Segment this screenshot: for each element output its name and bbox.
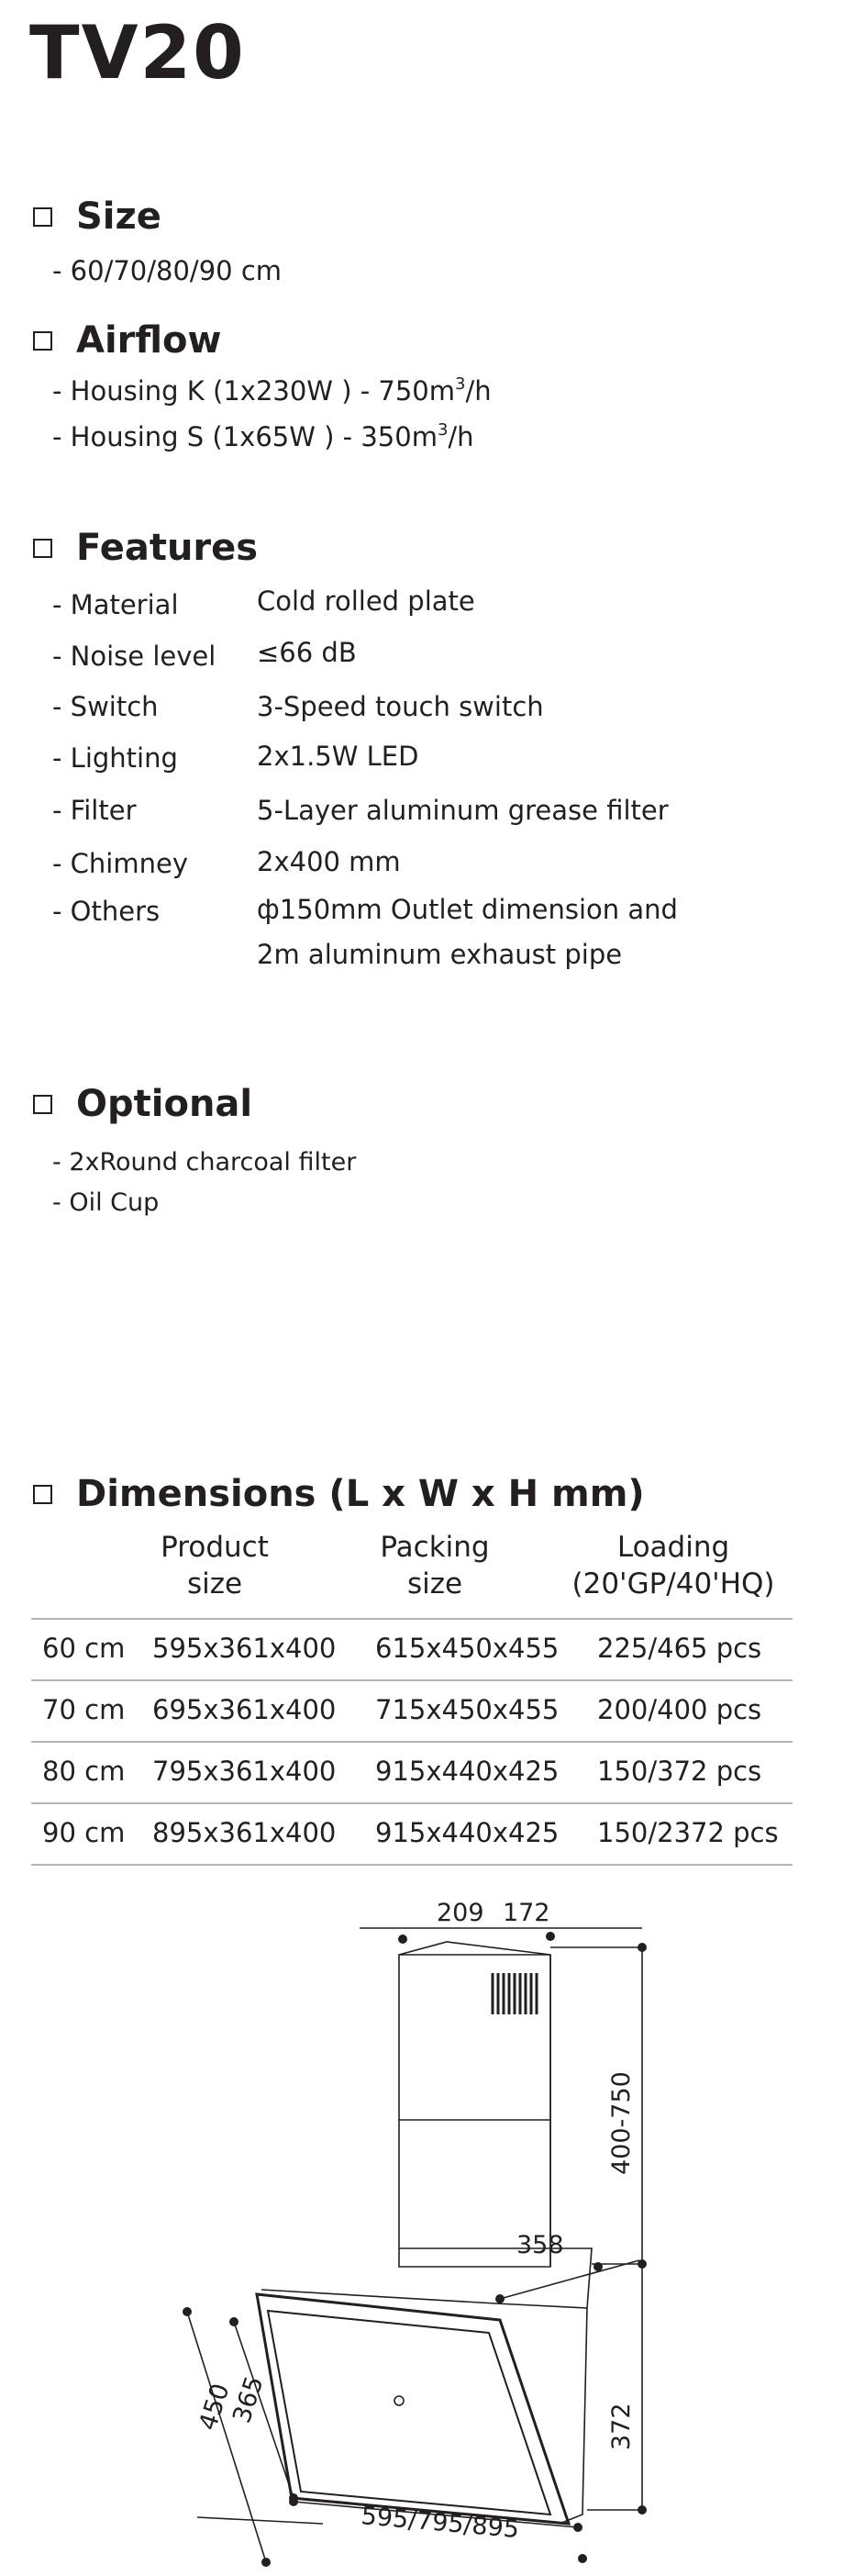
airflow-heading [33,319,222,362]
airflow-line: - Housing K (1x230W ) - $750m^3/h$ [52,374,492,407]
dimensions-table [31,1522,793,1866]
vent-slots-icon [493,1973,537,2014]
table-cell: 200/400 pcs [597,1694,762,1725]
dim-label-hood-height: 372 [607,2403,636,2450]
size-heading-label: Size [76,195,161,238]
feature-label: - Filter [52,795,137,826]
optional-item: - 2xRound charcoal filter [52,1148,357,1176]
feature-value: Cold rolled plate [257,585,475,617]
feature-label: - Lighting [52,742,178,774]
feature-value: 2x400 mm [257,846,401,877]
optional-item: - Oil Cup [52,1188,160,1217]
feature-value: 2x1.5W LED [257,741,419,772]
size-heading [33,195,161,238]
table-row [31,1679,793,1741]
checkbox-square-icon [33,331,52,351]
table-cell: 915x440x425 [375,1817,560,1848]
features-heading-label: Features [76,527,259,569]
table-header [31,1522,793,1618]
table-cell: 595x361x400 [152,1633,337,1664]
size-value: - 60/70/80/90 cm [52,255,283,286]
feature-value: 5-Layer aluminum grease filter [257,795,669,826]
product-title: TV20 [29,10,246,95]
airflow-heading-label: Airflow [76,319,222,362]
table-cell: 895x361x400 [152,1817,337,1848]
dim-label-bottom-width: 595/795/895 [360,2502,521,2545]
table-row [31,1802,793,1866]
chimney-outline [399,1955,550,2267]
feature-value: ф150mm Outlet dimension and [257,894,678,925]
feature-label: - Chimney [52,848,189,879]
dim-label-top-depth: 172 [503,1899,550,1927]
column-header: Packing size [380,1531,490,1600]
dimensions-heading [33,1473,645,1515]
feature-value: 3-Speed touch switch [257,691,544,722]
column-header: Product size [161,1531,269,1600]
checkbox-square-icon [33,207,52,227]
feature-value-continued: 2m aluminum exhaust pipe [257,939,623,970]
optional-heading-label: Optional [76,1083,253,1125]
table-cell: 60 cm [42,1633,126,1664]
table-cell: 695x361x400 [152,1694,337,1725]
feature-label: - Material [52,589,179,620]
checkbox-square-icon [33,1095,52,1114]
table-cell: 715x450x455 [375,1694,560,1725]
optional-heading [33,1083,253,1125]
table-row [31,1741,793,1802]
table-cell: 150/2372 pcs [597,1817,779,1848]
feature-label: - Switch [52,691,159,722]
feature-value: ≤66 dB [257,637,357,668]
column-header: Loading (20'GP/40'HQ) [571,1531,775,1600]
control-button-icon [394,2396,404,2405]
hood-back [560,2308,587,2524]
table-cell: 915x440x425 [375,1756,560,1787]
table-cell: 225/465 pcs [597,1633,762,1664]
table-cell: 795x361x400 [152,1756,337,1787]
features-heading [33,527,259,569]
checkbox-square-icon [33,1485,52,1504]
table-cell: 70 cm [42,1694,126,1725]
glass-panel [257,2294,569,2524]
dim-label-hood-depth: 358 [516,2231,564,2259]
dim-label-top-width: 209 [437,1899,484,1927]
dimensions-heading-label: Dimensions (L x W x H mm) [76,1473,645,1515]
table-cell: 615x450x455 [375,1633,560,1664]
dim-label-side-outer: 450 [194,2380,236,2435]
table-cell: 90 cm [42,1817,126,1848]
hood-dimension-drawing [0,1881,843,2576]
checkbox-square-icon [33,539,52,558]
table-cell: 150/372 pcs [597,1756,762,1787]
dim-label-chimney-height: 400-750 [607,2071,636,2175]
dim-label-side-inner: 365 [227,2372,270,2427]
table-cell: 80 cm [42,1756,126,1787]
airflow-line: - Housing S (1x65W ) - $350m^3/h$ [52,420,474,452]
feature-label: - Noise level [52,641,216,672]
chimney-top [399,1942,550,1955]
table-row [31,1618,793,1679]
feature-label: - Others [52,896,161,927]
